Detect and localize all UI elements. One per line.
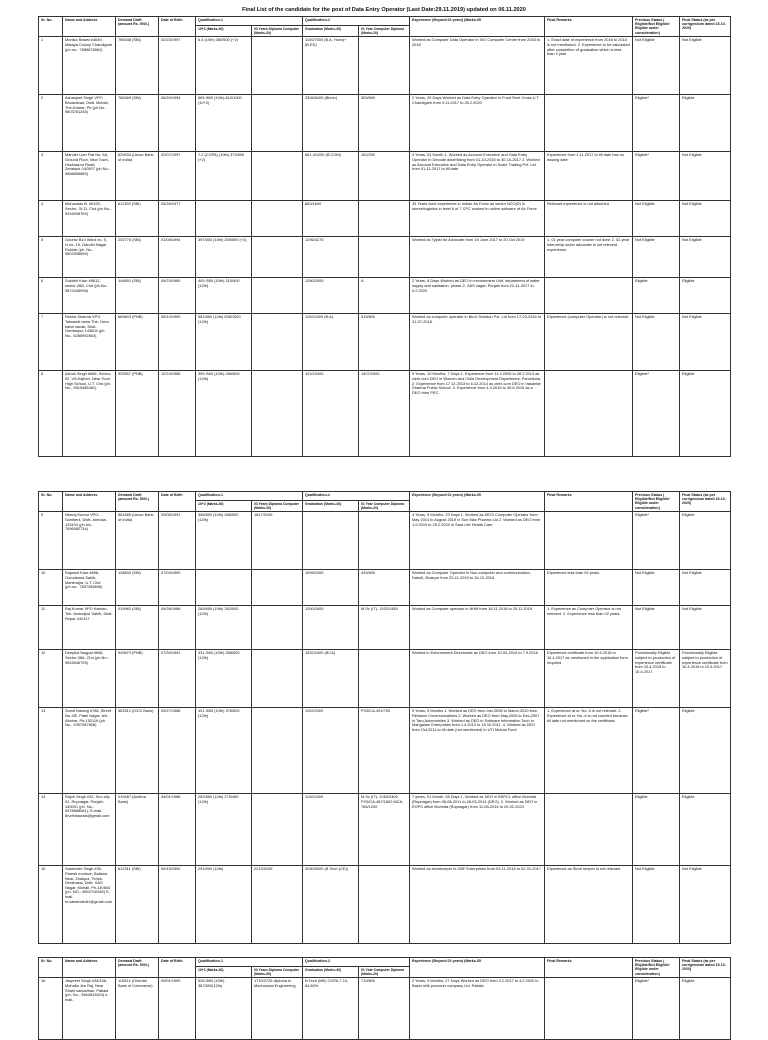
cell-1yr-diploma: 439/600 xyxy=(359,570,410,606)
cell-graduation: 1100/7500 (B.A. Hons)+(B.ED) xyxy=(303,37,359,95)
cell-graduation xyxy=(303,512,359,570)
cell-graduation: 1280/2000 xyxy=(303,278,359,314)
table-row xyxy=(39,570,731,606)
cell-graduation: 1532/2400 (BCA) xyxy=(303,650,359,708)
cell-sr-no: 8 xyxy=(39,371,63,457)
cell-graduation: 3306/5400 (Btech) xyxy=(303,95,359,152)
col-header-graduation: Graduation (Marks-40) xyxy=(303,967,359,978)
cell-demand-draft: 949873 (PNB) xyxy=(116,650,159,708)
cell-3yr-diploma xyxy=(252,201,303,237)
cell-demand-draft: 202776 (SBI) xyxy=(116,237,159,278)
cell-experience: Worked as Computer operator in NHM from 16.11.2018 to 25.11.2019. xyxy=(410,606,545,650)
cell-dob: 02/23/1997 xyxy=(159,37,196,95)
cell-name-address: Ashanjeet Singh VPO Bhoarabad, Distt. Mohali, The-Kharar, Pb (ph.No.- 9803781245) xyxy=(63,95,116,152)
col-header-final-status: Final Status (as per corrigendum dated 15-10-2020) xyxy=(680,492,731,512)
cell-10plus2: 282/650 (10th) 275/450 (12th) xyxy=(196,794,252,866)
cell-experience: 4 Years, 5 Months, 29 Days 1. Worked as DEO/ Computer Operator from May 2014 to August 2019 in Sun Max Pharma Ltd 2. Worked as DEO from 1.9.2019 to 25.2.2020 in Sara Life Health Care xyxy=(410,512,545,570)
cell-final-status: Not Eligible xyxy=(680,866,731,944)
cell-3yr-diploma xyxy=(252,37,303,95)
col-header-final-remarks: Final Remarks xyxy=(545,492,633,512)
col-header-3yr-diploma: 03 Years Diploma Computer (Marks-30) xyxy=(252,967,303,978)
col-header-demand-draft: Demand Draft (amount Rs. 500/-) xyxy=(116,958,159,978)
col-header-previous-status: Previous Status ( Eligible/Not Eligible/ Eligible under consideration) xyxy=(633,492,680,512)
cell-dob: 04/01/1986 xyxy=(159,794,196,866)
cell-1yr-diploma xyxy=(359,512,410,570)
cell-name-address: Sukhbir Kaur #5612, sector-26B, Chd (ph.No.- 9872345098) xyxy=(63,278,116,314)
cell-sr-no: 12 xyxy=(39,650,63,708)
cell-name-address: Rajvir Singh #32, Sun city 02, Rupnagar, Punjab-140001 (ph. No.- 9478888061), E-mail- 8rvdhiraiwals@gmail.com xyxy=(63,794,116,866)
cell-previous-status: Eligible* xyxy=(633,95,680,152)
cell-previous-status: Eligible* xyxy=(633,512,680,570)
table-row xyxy=(39,650,731,708)
col-header-demand-draft: Demand Draft (amount Rs. 500/-) xyxy=(116,492,159,512)
cell-experience: Worked in Enforcement Directorate as DEO from 10-04-2015 to 7.9.2016 xyxy=(410,650,545,708)
cell-10plus2: 401 /650 (10th) 376/500 (12th) xyxy=(196,708,252,794)
cell-1yr-diploma: 309/600 xyxy=(359,95,410,152)
table-row xyxy=(39,512,731,570)
cell-graduation: 1140/2400 xyxy=(303,794,359,866)
cell-1yr-diploma: M.Sc (IT)- 1532/2450 xyxy=(359,606,410,650)
cell-experience: 9 Years, 10 Months, 7 Days 1. Experience from 11.9.2009 to 28.2.2013 as clerk cum DEO in Women and Child Development Department, Panchkula. 2. Experience from 17.12.2013 to 6.12.2014 as clerk cum DEO in Vasantar Dharma Public School. 3. Experience from 4.3.2015 to 30.6.2019 as a DEO from PEC. xyxy=(410,371,545,457)
cell-name-address: Raj Kumar VPO Kalwan, Teh- Anandpur Sahib, Distt- Ropar-140117 xyxy=(63,606,116,650)
col-header-final-remarks: Final Remarks xyxy=(545,17,633,37)
cell-graduation: 661.4/1200 (B.COM) xyxy=(303,152,359,201)
cell-sr-no: 9 xyxy=(39,512,63,570)
table-row xyxy=(39,866,731,944)
cell-1yr-diploma: 152/200 xyxy=(359,152,410,201)
cell-sr-no: 6 xyxy=(39,278,63,314)
col-header-qualification-2: Qualification-2 xyxy=(303,492,410,501)
cell-3yr-diploma xyxy=(252,278,303,314)
cell-3yr-diploma xyxy=(252,95,303,152)
cell-graduation: 1100/2400 (B.A) xyxy=(303,314,359,371)
cell-experience: 9 Years, 9 Months 1. Worked as DEO from Jan,2008 to March,2010 from Reliance Communications 2. Worked as DEO from May,2005 to Dec,2007 in Taro Automobiles 3. Worked as DEO in Software Information Tech in Mangalam Enterprises from 1.4.2010 to 15.10.2011. 4. Worked as DEO from Oct,2011 to till date (not mentioned) in UTI Mutual Fund xyxy=(410,708,545,794)
cell-dob: 07/30/1991 xyxy=(159,650,196,708)
cell-demand-draft: 019487 (Andhra Bank) xyxy=(116,794,159,866)
cell-name-address: Jaspreet Singh #34/106, Mohalla Jeo Raj, Near Shahi samadhan, Patiala (ph. No.- 9464541824) e-mail- xyxy=(63,978,116,1040)
cell-graduation: 1095/2400 xyxy=(303,570,359,606)
cell-3yr-diploma xyxy=(252,708,303,794)
col-header-experience: Experience (Beyond 02 years) (Marks-05 xyxy=(410,492,545,512)
cell-3yr-diploma xyxy=(252,314,303,371)
col-header-sr: Sr. No. xyxy=(39,17,63,37)
cell-final-status: Not Eligible xyxy=(680,152,731,201)
col-header-graduation: Graduation (Marks-40) xyxy=(303,26,359,37)
table-row xyxy=(39,37,731,95)
cell-1yr-diploma xyxy=(359,201,410,237)
cell-previous-status: Eligible* xyxy=(633,978,680,1040)
cell-previous-status: Not Eligible xyxy=(633,866,680,944)
cell-sr-no: 1 xyxy=(39,37,63,95)
cell-name-address: Ashok Singh #666, Sector-52, Vill.Kajheri, Near Govt. High School, U.T. Chd (ph. No.- 9915485461) xyxy=(63,371,116,457)
cell-name-address: Rekha Sharma VPO Talwandi rama The- Dera baba nanak, Distt- Gurdaspur-143604 (ph. No.- 6280992803) xyxy=(63,314,116,371)
cell-experience: Worked as Computer Operator in Non-computer and communication, Dakoli, Zirakpur from 20-11-2015 to 15-12-2016. xyxy=(410,570,545,606)
cell-experience: Worked as storekeeper in GBF Enterprises from 09-11-2016 to 02-01-2017 xyxy=(410,866,545,944)
cell-sr-no: 16 xyxy=(39,978,63,1040)
cell-1yr-diploma xyxy=(359,37,410,95)
cell-10plus2: 405 /500 (10th) 315/500 (12th) xyxy=(196,278,252,314)
cell-3yr-diploma: 2213/3159 xyxy=(252,866,303,944)
cell-sr-no: 15 xyxy=(39,866,63,944)
cell-previous-status: Not Eligible xyxy=(633,37,680,95)
cell-demand-draft: 611393 (SBI) xyxy=(116,201,159,237)
col-header-name: Name and Address xyxy=(63,958,116,978)
cell-dob: 06/20/1994 xyxy=(159,95,196,152)
cell-1yr-diploma: 710/800 xyxy=(359,978,410,1040)
cell-demand-draft: 925557 (PNB) xyxy=(116,371,159,457)
cell-10plus2: 665 /800 (10th) 610/1000 (10+2) xyxy=(196,95,252,152)
cell-3yr-diploma xyxy=(252,794,303,866)
table-section-3 xyxy=(38,957,730,1040)
cell-dob: 01/08/1994 xyxy=(159,237,196,278)
col-header-10plus2: 10+2 (Marks-30) xyxy=(196,26,252,37)
cell-final-status: Not Eligible xyxy=(680,37,731,95)
table-row xyxy=(39,708,731,794)
cell-10plus2: 291/500 (10th) xyxy=(196,866,252,944)
cell-graduation: 1200/2400 xyxy=(303,606,359,650)
cell-1yr-diploma: A xyxy=(359,278,410,314)
cell-graduation: 883/1600 xyxy=(303,201,359,237)
cell-dob: 02/07/1997 xyxy=(159,152,196,201)
col-header-experience: Experience (Beyond 02 years) (Marks-05 xyxy=(410,958,545,978)
cell-final-remarks xyxy=(545,95,633,152)
cell-final-status: Not Eligible xyxy=(680,201,731,237)
cell-demand-draft: 669803 (PNB) xyxy=(116,314,159,371)
cell-dob: 12/24/1986 xyxy=(159,371,196,457)
cell-1yr-diploma xyxy=(359,237,410,278)
cell-final-remarks xyxy=(545,512,633,570)
cell-sr-no: 7 xyxy=(39,314,63,371)
cell-final-remarks: Experience less than 02 years. xyxy=(545,570,633,606)
cell-final-remarks: Experience certificate from 10.4.2015 to 10.4.2017 as mentioned in the application form required xyxy=(545,650,633,708)
cell-10plus2: 6.4 (10th) 360/500 (+2) xyxy=(196,37,252,95)
cell-final-remarks xyxy=(545,794,633,866)
cell-dob: 09/15/1992 xyxy=(159,866,196,944)
col-header-3yr-diploma: 03 Years Diploma Computer (Marks-30) xyxy=(252,501,303,512)
col-header-sr: Sr. No. xyxy=(39,492,63,512)
cell-dob: 09/28/1986 xyxy=(159,606,196,650)
cell-previous-status: Provisionally Eligible subject to production of experience certificate from 10.4.2015 to 10.4.2017. xyxy=(633,650,680,708)
cell-3yr-diploma xyxy=(252,570,303,606)
candidate-table xyxy=(38,16,731,457)
table-row xyxy=(39,314,731,371)
cell-experience: Worked as Typist for Advocate from 15 June 2017 to 20 Oct 2019 xyxy=(410,237,545,278)
cell-3yr-diploma xyxy=(252,650,303,708)
cell-previous-status: Not Eligible xyxy=(633,201,680,237)
col-header-qualification-2: Qualification-2 xyxy=(303,17,410,26)
cell-final-remarks: 1. Exact date of experience from 2016 to 2018 is not mentioned. 2. Experience to be calculated after completion of graduation which is less than 2 year xyxy=(545,37,633,95)
cell-final-status: Not Eligible xyxy=(680,314,731,371)
cell-10plus2: 528 /800 (10th) 367/500(12th) xyxy=(196,978,252,1040)
col-header-10plus2: 10+2 (Marks-30) xyxy=(196,967,252,978)
cell-graduation: 3030/5000 (B.Tech (CE)) xyxy=(303,866,359,944)
col-header-previous-status: Previous Status ( Eligible/Not Eligible/ Eligible under consideration) xyxy=(633,17,680,37)
cell-sr-no: 3 xyxy=(39,152,63,201)
col-header-final-status: Final Status (as per corrigendum dated 15-10-2020) xyxy=(680,958,731,978)
cell-graduation: 1010/2400 xyxy=(303,371,359,457)
cell-final-status: Eligible xyxy=(680,512,731,570)
col-header-final-status: Final Status (as per corrigendum dated 15-10-2020) xyxy=(680,17,731,37)
cell-3yr-diploma: 1710/2725 diploma in Mechanical Engineering xyxy=(252,978,303,1040)
cell-1yr-diploma xyxy=(359,866,410,944)
col-header-name: Name and Address xyxy=(63,17,116,37)
cell-final-remarks: Experience as Store keeper is not relevant xyxy=(545,866,633,944)
cell-demand-draft: 629934 (Union Bank of India) xyxy=(116,152,159,201)
cell-demand-draft: 019962 (SBI) xyxy=(116,606,159,650)
cell-final-remarks: Relevant experience is not attached xyxy=(545,201,633,237)
cell-previous-status: Eligible xyxy=(633,794,680,866)
cell-experience: 7 years, 01 Month, 08 Days 1. Worked as DEO in BSPCL office Morinda (Rupnagar) from 08-08-2011 to 28-03-2014 (DEO). 2. Worked as DEO in EOPS office Morinda (Rupnagar) from 11-08-2014 to 20-02-2020 xyxy=(410,794,545,866)
cell-3yr-diploma: 1817/3159 xyxy=(252,512,303,570)
cell-10plus2: 331 /500 (10th) 358/500 (12th) xyxy=(196,650,252,708)
cell-experience: 2 Years, 8 Days Worked as DEO in environment Unit, department of water supply and sanitation, phase-2, SAS nagar, Punjab from 22-11-2017 to 5.2.2020 xyxy=(410,278,545,314)
table-row xyxy=(39,95,731,152)
col-header-3yr-diploma: 03 Years Diploma Computer (Marks-30) xyxy=(252,26,303,37)
cell-experience: 2 Years, 9 Months, 27 Days Worked as DEO from 3.2.2017 to 4.2.2020 in Basin milk producer company Ltd, Patiala xyxy=(410,978,545,1040)
cell-dob: 09/23/1989 xyxy=(159,278,196,314)
cell-name-address: Satwinder Singh #30, Paresh enclave, Baltana Near, Zirakpur, Tehsil-Derabassi, Distt- SAS Nagar, Mohali, Pb-140604 (ph. NO.- 9592716345) E-mail- er.satwinder61@gmail.com xyxy=(63,866,116,944)
cell-experience: 33 Years work experience in Indian Air Force as senior NCO(S) in stores/logistics in level 6 of 7 CPC worked in online software of Air Force xyxy=(410,201,545,237)
cell-demand-draft: 148891 (SBI) xyxy=(116,278,159,314)
col-header-1yr-diploma: 01 Year Computer Diploma (Marks-20) xyxy=(359,501,410,512)
cell-1yr-diploma xyxy=(359,650,410,708)
table-row xyxy=(39,794,731,866)
cell-experience: 3 Years, 01 Month 1. Worked as Account Executive and Data Entry Operator in Decode advertising from 01-10-2015 to 30-10-2017 2. Worked as Account Executive and Data Entry Operator in Scale Trading Pvt. Ltd from 01-11-2017 to till date xyxy=(410,152,545,201)
cell-1yr-diploma: PGDCA-491/700 xyxy=(359,708,410,794)
cell-demand-draft: 148830 (SBI) xyxy=(116,570,159,606)
cell-1yr-diploma: 1407/2000 xyxy=(359,371,410,457)
candidate-table xyxy=(38,957,731,1040)
cell-dob: 09/01/1990 xyxy=(159,978,196,1040)
cell-3yr-diploma xyxy=(252,152,303,201)
col-header-qualification-1: Qualification-1 xyxy=(196,492,303,501)
candidate-table xyxy=(38,491,731,944)
col-header-final-remarks: Final Remarks xyxy=(545,958,633,978)
cell-final-remarks: 1. Experience as Computer Operator is not relevant. 2. Experience less than 02 years. xyxy=(545,606,633,650)
cell-sr-no: 4 xyxy=(39,201,63,237)
cell-sr-no: 2 xyxy=(39,95,63,152)
header-row xyxy=(39,958,731,967)
cell-previous-status: Not Eligible xyxy=(633,570,680,606)
cell-final-status: Not Eligible xyxy=(680,237,731,278)
cell-dob: 05/26/1977 xyxy=(159,201,196,237)
cell-1yr-diploma: 515/800 xyxy=(359,314,410,371)
cell-name-address: Mohandas B. #0425, Sector- 31 D, Chd (ph.No.- 9316908769) xyxy=(63,201,116,237)
cell-previous-status: Not Eligible xyxy=(633,606,680,650)
table-section-2 xyxy=(38,491,730,944)
table-row xyxy=(39,278,731,314)
col-header-10plus2: 10+2 (Marks-30) xyxy=(196,501,252,512)
cell-10plus2: 399 /500 (10th) 286/500 (12th) xyxy=(196,371,252,457)
table-row xyxy=(39,978,731,1040)
cell-previous-status: Eligible xyxy=(633,278,680,314)
cell-sr-no: 13 xyxy=(39,708,63,794)
cell-final-remarks: 1. 01 year computer course not done 2. 02-year internship under advocate is not relevent experience. xyxy=(545,237,633,278)
cell-3yr-diploma xyxy=(252,606,303,650)
cell-dob: 09/27/1986 xyxy=(159,708,196,794)
cell-sr-no: 14 xyxy=(39,794,63,866)
cell-demand-draft: 766369 (SBI) xyxy=(116,95,159,152)
cell-10plus2: 397/500 (10th) 255/500 (+2) xyxy=(196,237,252,278)
cell-demand-draft: 766348 (SBI) xyxy=(116,37,159,95)
cell-final-status: Eligible xyxy=(680,371,731,457)
cell-final-status: Eligible xyxy=(680,794,731,866)
cell-10plus2 xyxy=(196,201,252,237)
cell-10plus2: 285/650 (10th) 282/500 (12th) xyxy=(196,606,252,650)
col-header-qualification-2: Qualification-2 xyxy=(303,958,410,967)
cell-demand-draft: 612311 (SBI) xyxy=(116,866,159,944)
cell-10plus2: 356/600 (10th) 286/500 (12th) xyxy=(196,512,252,570)
col-header-sr: Sr. No. xyxy=(39,958,63,978)
header-row xyxy=(39,17,731,26)
cell-name-address: Deepika Nagpal #666, Sector-38A, Chd (ph.No.- 9815546705) xyxy=(63,650,116,708)
cell-experience: Worked as computer operator in Bix-It Solution Pvt. Ltd from 17-03-2016 to 31-07-2018. xyxy=(410,314,545,371)
table-row xyxy=(39,237,731,278)
cell-final-remarks: 1. Experience at sr. No.-3 is not relevant. 2. Experience at sr. No.-4 is not counted because till date not mentioned on the certificate. xyxy=(545,708,633,794)
table-row xyxy=(39,152,731,201)
table-section-1 xyxy=(38,16,730,457)
cell-final-status: Provisionally Eligible subject to production of experience certificate from 10.4.2015 to 10.4.2017. xyxy=(680,650,731,708)
col-header-name: Name and Address xyxy=(63,492,116,512)
col-header-previous-status: Previous Status ( Eligible/Not Eligible/ Eligible under consideration) xyxy=(633,958,680,978)
col-header-dob: Date of Birth xyxy=(159,492,196,512)
cell-previous-status: Eligible* xyxy=(633,371,680,457)
cell-sr-no: 10 xyxy=(39,570,63,606)
col-header-experience: Experience (Beyond 02 years) (Marks-05 xyxy=(410,17,545,37)
page-title: Final List of the candidate for the post of Data Entry Operator (Last Date:29.11.2019) updated on 06.11.2020 xyxy=(242,7,526,13)
cell-final-status: Eligible xyxy=(680,95,731,152)
cell-demand-draft: 561689 (Union Bank of India) xyxy=(116,512,159,570)
col-header-1yr-diploma: 01 Year Computer Diploma (Marks-20) xyxy=(359,26,410,37)
cell-previous-status: Eligible* xyxy=(633,708,680,794)
cell-1yr-diploma: M.Sc (IT)- 1063/2400 PGDCA-487/1600 MCA-766/1200 xyxy=(359,794,410,866)
cell-demand-draft: 110814 (Oriental Bank of Commerce) xyxy=(116,978,159,1040)
cell-name-address: Sumit Narang #786, Street No.-6E, Patel Nagar, teh- Abohar, Pb-152116 (ph. No.- 9357087808) xyxy=(63,708,116,794)
cell-name-address: Mander Lian Flat No. 6A, Ground Floor, New Town, Hoshiarpur Road, Zerakpur-140507 (ph.No.- 9888655869) xyxy=(63,152,116,201)
col-header-dob: Date of Birth xyxy=(159,17,196,37)
cell-final-status: Eligible xyxy=(680,278,731,314)
cell-final-status: Not Eligible xyxy=(680,570,731,606)
cell-graduation: 1296/4275 xyxy=(303,237,359,278)
cell-previous-status: Not Eligible xyxy=(633,314,680,371)
cell-final-status: Not Eligible xyxy=(680,606,731,650)
cell-sr-no: 11 xyxy=(39,606,63,650)
cell-10plus2 xyxy=(196,570,252,606)
cell-dob: 09/06/1991 xyxy=(159,512,196,570)
cell-experience: 2 Years, 29 Days Worked as Data Entry Operator in Front Reel Cross U.T Chandigarh from 3.11.2017 to 26.2.2020 xyxy=(410,95,545,152)
cell-name-address: Gourav B14 Ward no. 5, H.no.-19, Gandhi Nagar Rohtak (ph. No.- 9802596695) xyxy=(63,237,116,278)
col-header-dob: Date of Birth xyxy=(159,958,196,978)
cell-previous-status: Not Eligible xyxy=(633,237,680,278)
header-row xyxy=(39,492,731,501)
cell-final-status: Eligible xyxy=(680,978,731,1040)
cell-demand-draft: 583312 (ICICI Bank) xyxy=(116,708,159,794)
cell-sr-no: 5 xyxy=(39,237,63,278)
cell-final-remarks: Experience (computer Operator) is not relevant. xyxy=(545,314,633,371)
cell-previous-status: Eligible* xyxy=(633,152,680,201)
cell-graduation: B.Tech (ME) CGPA-7.10, 64.80% xyxy=(303,978,359,1040)
cell-graduation: 1192/2400 xyxy=(303,708,359,794)
cell-final-remarks xyxy=(545,371,633,457)
cell-final-remarks: Experience from 1.11.2017 to till date has no issuing date xyxy=(545,152,633,201)
table-row xyxy=(39,201,731,237)
col-header-graduation: Graduation (Marks-40) xyxy=(303,501,359,512)
table-row xyxy=(39,606,731,650)
cell-10plus2: 7.2 (CGPA) (10th) 379/500 (+2) xyxy=(196,152,252,201)
cell-3yr-diploma xyxy=(252,371,303,457)
cell-final-status: Eligible xyxy=(680,708,731,794)
col-header-1yr-diploma: 01 Year Computer Diploma (Marks-20) xyxy=(359,967,410,978)
col-header-qualification-1: Qualification-1 xyxy=(196,958,303,967)
cell-name-address: Monika Rawat #4649, Mataya Colony Chandigarh (ph.no.- 7889676562) xyxy=(63,37,116,95)
cell-dob: 05/10/1990 xyxy=(159,314,196,371)
col-header-qualification-1: Qualification-1 xyxy=(196,17,303,26)
cell-experience: Worked as Computer Data Operator in IXO Computer Centre from 2016 to 2018 xyxy=(410,37,545,95)
cell-name-address: Neeraj Kumar VPO- Samberli, Distt- Ambala-133104 (ph.No.- 7696982734) xyxy=(63,512,116,570)
cell-3yr-diploma xyxy=(252,237,303,278)
col-header-demand-draft: Demand Draft (amount Rs. 500/-) xyxy=(116,17,159,37)
cell-dob: 07/03/1990 xyxy=(159,570,196,606)
cell-10plus2: 581/850 (10th) 638/1000 (12th) xyxy=(196,314,252,371)
cell-final-remarks xyxy=(545,978,633,1040)
table-row xyxy=(39,371,731,457)
cell-final-remarks xyxy=(545,278,633,314)
cell-name-address: Rajwant Kaur #698, Gurudwara Sahib, Manimajra, U.T. Chd (ph.no.- 7837356696) xyxy=(63,570,116,606)
